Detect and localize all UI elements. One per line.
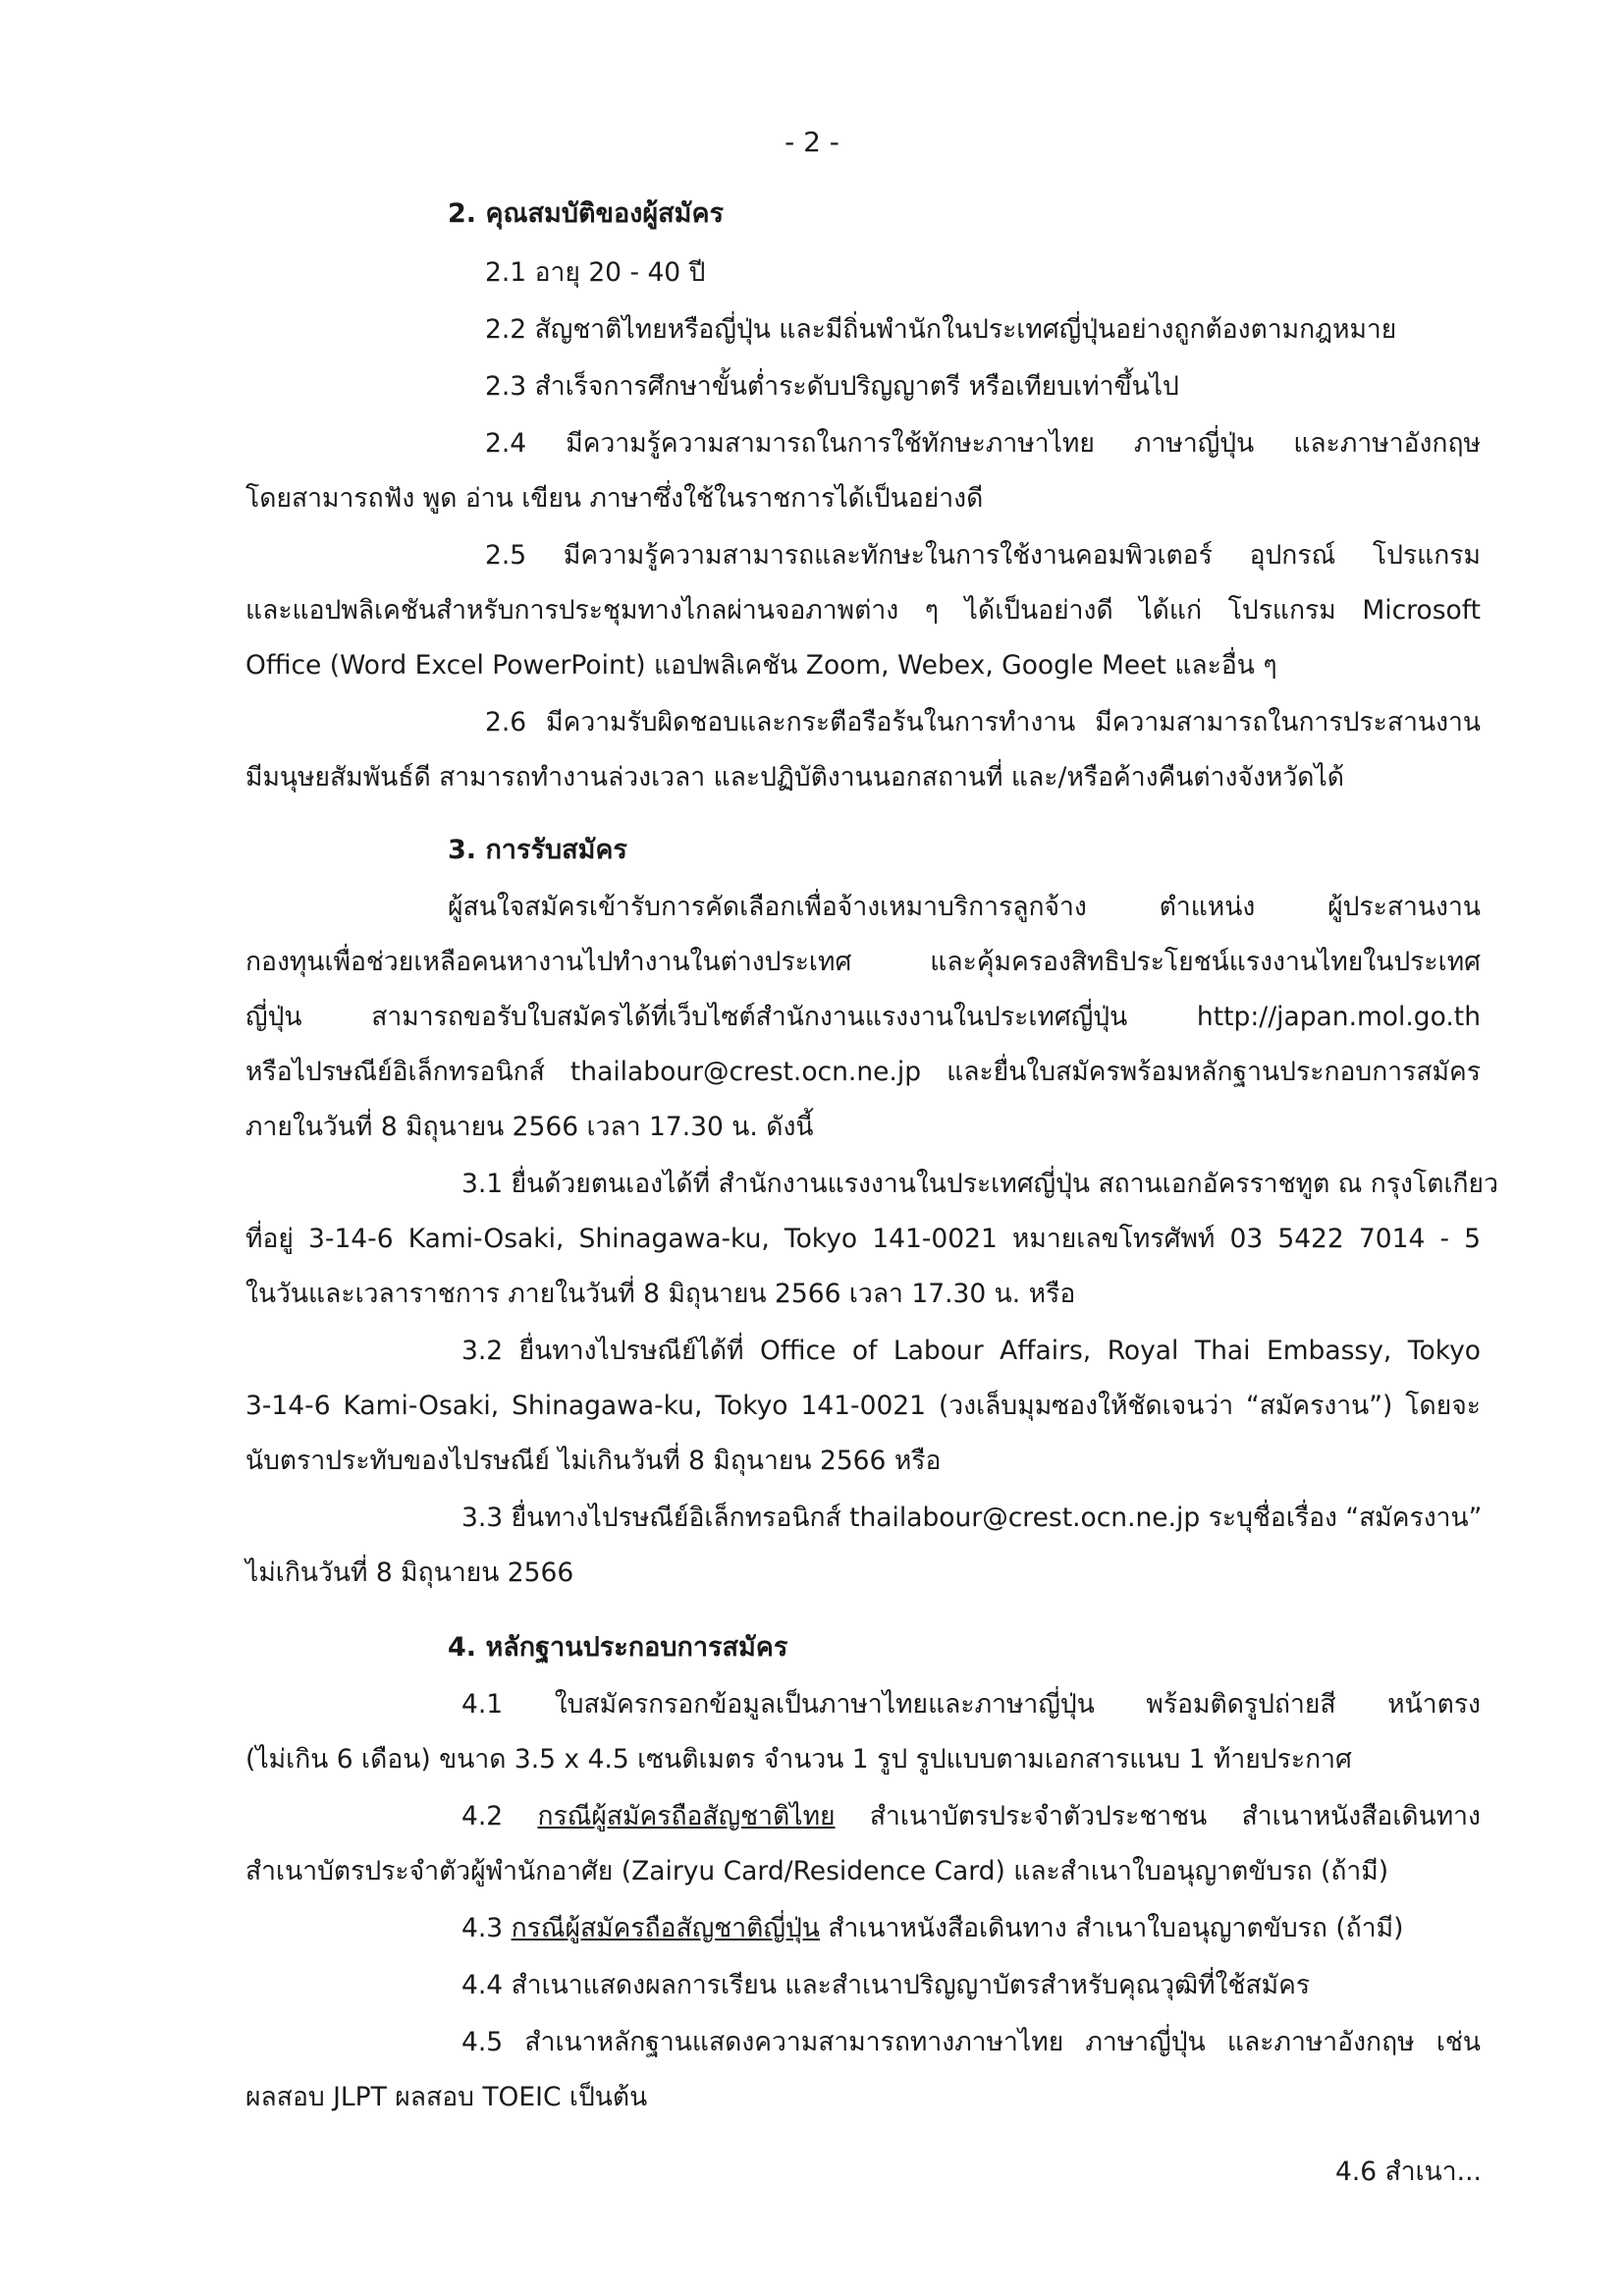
item-2-2: 2.2 สัญชาติไทยหรือญี่ปุ่น และมีถิ่นพำนักในประเทศญี่ปุ่นอย่างถูกต้องตามกฎหมาย (485, 314, 1397, 345)
item-4-2-documents: สำเนาบัตรประจำตัวประชาชน สำเนาหนังสือเดินทาง (835, 1801, 1481, 1831)
item-4-2-line-1 (461, 1799, 1481, 1834)
item-4-5-line-2: ผลสอบ JLPT ผลสอบ TOEIC เป็นต้น (245, 2082, 648, 2112)
section-3-intro-line-4: หรือไปรษณีย์อิเล็กทรอนิกส์ thailabour@crest.ocn.ne.jp และยื่นใบสมัครพร้อมหลักฐานประกอบการสมัคร (245, 1057, 1481, 1087)
section-3-intro-line-5: ภายในวันที่ 8 มิถุนายน 2566 เวลา 17.30 น. ดังนี้ (245, 1112, 814, 1142)
item-3-2-line-3: นับตราประทับของไปรษณีย์ ไม่เกินวันที่ 8 มิถุนายน 2566 หรือ (245, 1446, 942, 1476)
item-2-5-line-3: Office (Word Excel PowerPoint) แอปพลิเคชัน Zoom, Webex, Google Meet และอื่น ๆ (245, 650, 1277, 681)
item-2-3: 2.3 สำเร็จการศึกษาขั้นต่ำระดับปริญญาตรี หรือเทียบเท่าขึ้นไป (485, 371, 1179, 402)
item-3-2-line-1: 3.2 ยื่นทางไปรษณีย์ได้ที่ Office of Labour Affairs, Royal Thai Embassy, Tokyo (461, 1336, 1481, 1366)
item-2-5-line-1: 2.5 มีความรู้ความสามารถและทักษะในการใช้งานคอมพิวเตอร์ อุปกรณ์ โปรแกรม (485, 540, 1481, 571)
item-4-4: 4.4 สำเนาแสดงผลการเรียน และสำเนาปริญญาบัตรสำหรับคุณวุฒิที่ใช้สมัคร (461, 1970, 1311, 2000)
item-3-1-line-2: ที่อยู่ 3-14-6 Kami-Osaki, Shinagawa-ku, Tokyo 141-0021 หมายเลขโทรศัพท์ 03 5422 7014 - 5 (245, 1224, 1481, 1254)
section-3-heading: 3. การรับสมัคร (448, 835, 627, 865)
section-4-heading: 4. หลักฐานประกอบการสมัคร (448, 1632, 788, 1663)
item-2-4-line-1: 2.4 มีความรู้ความสามารถในการใช้ทักษะภาษาไทย ภาษาญี่ปุ่น และภาษาอังกฤษ (485, 428, 1481, 459)
section-3-intro-line-1: ผู้สนใจสมัครเข้ารับการคัดเลือกเพื่อจ้างเหมาบริการลูกจ้าง ตำแหน่ง ผู้ประสานงาน (448, 892, 1481, 922)
item-4-3-number: 4.3 (461, 1913, 512, 1943)
item-3-1-line-3: ในวันและเวลาราชการ ภายในวันที่ 8 มิถุนายน 2566 เวลา 17.30 น. หรือ (245, 1279, 1076, 1309)
item-2-1: 2.1 อายุ 20 - 40 ปี (485, 257, 706, 288)
continuation-note: 4.6 สำเนา... (1335, 2157, 1482, 2187)
item-4-3-line-1 (461, 1911, 1403, 1946)
item-4-2-line-2: สำเนาบัตรประจำตัวผู้พำนักอาศัย (Zairyu Card/Residence Card) และสำเนาใบอนุญาตขับรถ (ถ้ามี) (245, 1856, 1389, 1886)
item-3-3-line-1: 3.3 ยื่นทางไปรษณีย์อิเล็กทรอนิกส์ thailabour@crest.ocn.ne.jp ระบุชื่อเรื่อง “สมัครงาน” (461, 1503, 1483, 1533)
item-4-5-line-1: 4.5 สำเนาหลักฐานแสดงความสามารถทางภาษาไทย ภาษาญี่ปุ่น และภาษาอังกฤษ เช่น (461, 2027, 1481, 2057)
item-4-3-documents: สำเนาหนังสือเดินทาง สำเนาใบอนุญาตขับรถ (ถ้ามี) (819, 1913, 1404, 1943)
item-2-6-line-2: มีมนุษยสัมพันธ์ดี สามารถทำงานล่วงเวลา และปฏิบัติงานนอกสถานที่ และ/หรือค้างคืนต่างจังหวัดได้ (245, 762, 1344, 793)
item-3-3-line-2: ไม่เกินวันที่ 8 มิถุนายน 2566 (245, 1558, 574, 1588)
section-3-intro-line-3: ญี่ปุ่น สามารถขอรับใบสมัครได้ที่เว็บไซต์สำนักงานแรงงานในประเทศญี่ปุ่น http://japan.mol.go.th (245, 1002, 1481, 1032)
page-number: - 2 - (785, 126, 839, 158)
item-4-1-line-1: 4.1 ใบสมัครกรอกข้อมูลเป็นภาษาไทยและภาษาญี่ปุ่น พร้อมติดรูปถ่ายสี หน้าตรง (461, 1689, 1481, 1720)
item-2-6-line-1: 2.6 มีความรับผิดชอบและกระตือรือร้นในการทำงาน มีความสามารถในการประสานงาน (485, 707, 1481, 738)
item-2-4-line-2: โดยสามารถฟัง พูด อ่าน เขียน ภาษาซึ่งใช้ในราชการได้เป็นอย่างดี (245, 483, 984, 514)
item-3-2-line-2: 3-14-6 Kami-Osaki, Shinagawa-ku, Tokyo 141-0021 (วงเล็บมุมซองให้ชัดเจนว่า “สมัครงาน”) โดยจะ (245, 1391, 1481, 1421)
item-4-2-number: 4.2 (461, 1801, 538, 1831)
section-2-heading: 2. คุณสมบัติของผู้สมัคร (448, 198, 725, 229)
item-4-2-condition: กรณีผู้สมัครถือสัญชาติไทย (537, 1801, 836, 1831)
item-3-1-line-1: 3.1 ยื่นด้วยตนเองได้ที่ สำนักงานแรงงานในประเทศญี่ปุ่น สถานเอกอัครราชทูต ณ กรุงโตเกียว (461, 1169, 1498, 1199)
section-3-intro-line-2: กองทุนเพื่อช่วยเหลือคนหางานไปทำงานในต่างประเทศ และคุ้มครองสิทธิประโยชน์แรงงานไทยในประเทศ (245, 947, 1481, 977)
item-4-3-condition: กรณีผู้สมัครถือสัญชาติญี่ปุ่น (511, 1913, 820, 1943)
item-4-1-line-2: (ไม่เกิน 6 เดือน) ขนาด 3.5 x 4.5 เซนติเมตร จำนวน 1 รูป รูปแบบตามเอกสารแนบ 1 ท้ายประกาศ (245, 1744, 1352, 1775)
item-2-5-line-2: และแอปพลิเคชันสำหรับการประชุมทางไกลผ่านจอภาพต่าง ๆ ได้เป็นอย่างดี ได้แก่ โปรแกรม Microsoft (245, 595, 1481, 626)
